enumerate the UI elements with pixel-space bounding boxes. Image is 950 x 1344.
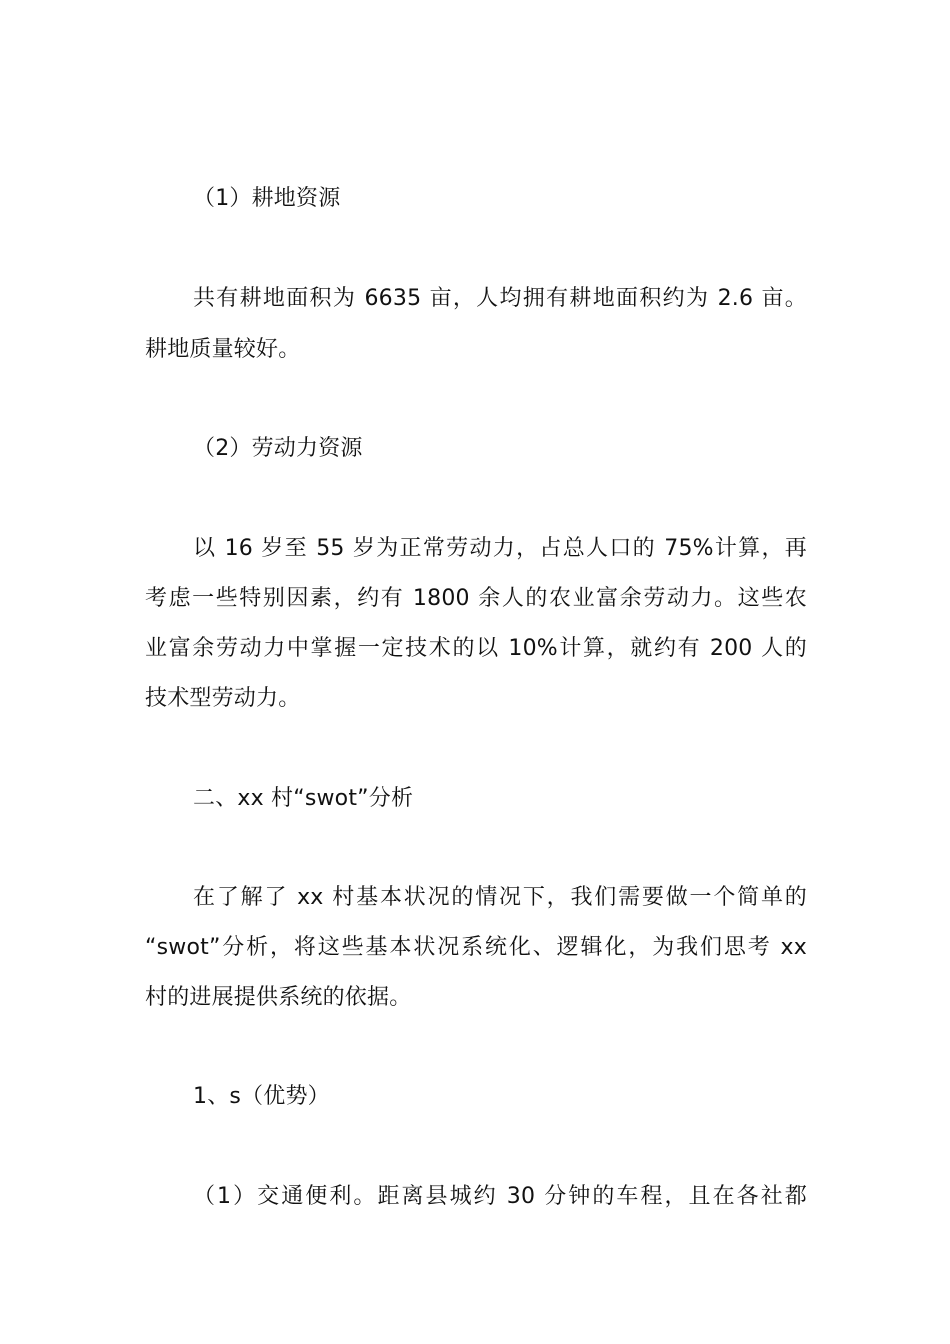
section-heading-labor: （2）劳动力资源 bbox=[193, 436, 363, 461]
paragraph-line: 业富余劳动力中掌握一定技术的以 10%计算，就约有 200 人的 bbox=[145, 636, 807, 661]
section-heading-farmland: （1）耕地资源 bbox=[193, 186, 341, 211]
paragraph-line: “swot”分析，将这些基本状况系统化、逻辑化，为我们思考 xx bbox=[145, 935, 807, 960]
paragraph-line: 技术型劳动力。 bbox=[145, 686, 301, 711]
paragraph-line: 耕地质量较好。 bbox=[145, 337, 301, 362]
paragraph-line: （1）交通便利。距离县城约 30 分钟的车程，且在各社都 bbox=[193, 1184, 807, 1209]
paragraph-line: 共有耕地面积为 6635 亩，人均拥有耕地面积约为 2.6 亩。 bbox=[193, 286, 807, 311]
paragraph-line: 在了解了 xx 村基本状况的情况下，我们需要做一个简单的 bbox=[193, 885, 807, 910]
paragraph-line: 考虑一些特别因素，约有 1800 余人的农业富余劳动力。这些农 bbox=[145, 586, 807, 611]
paragraph-line: 村的进展提供系统的依据。 bbox=[145, 985, 412, 1010]
section-heading-strengths: 1、s（优势） bbox=[193, 1084, 330, 1109]
paragraph-line: 以 16 岁至 55 岁为正常劳动力，占总人口的 75%计算，再 bbox=[193, 536, 807, 561]
section-heading-swot: 二、xx 村“swot”分析 bbox=[193, 786, 414, 811]
